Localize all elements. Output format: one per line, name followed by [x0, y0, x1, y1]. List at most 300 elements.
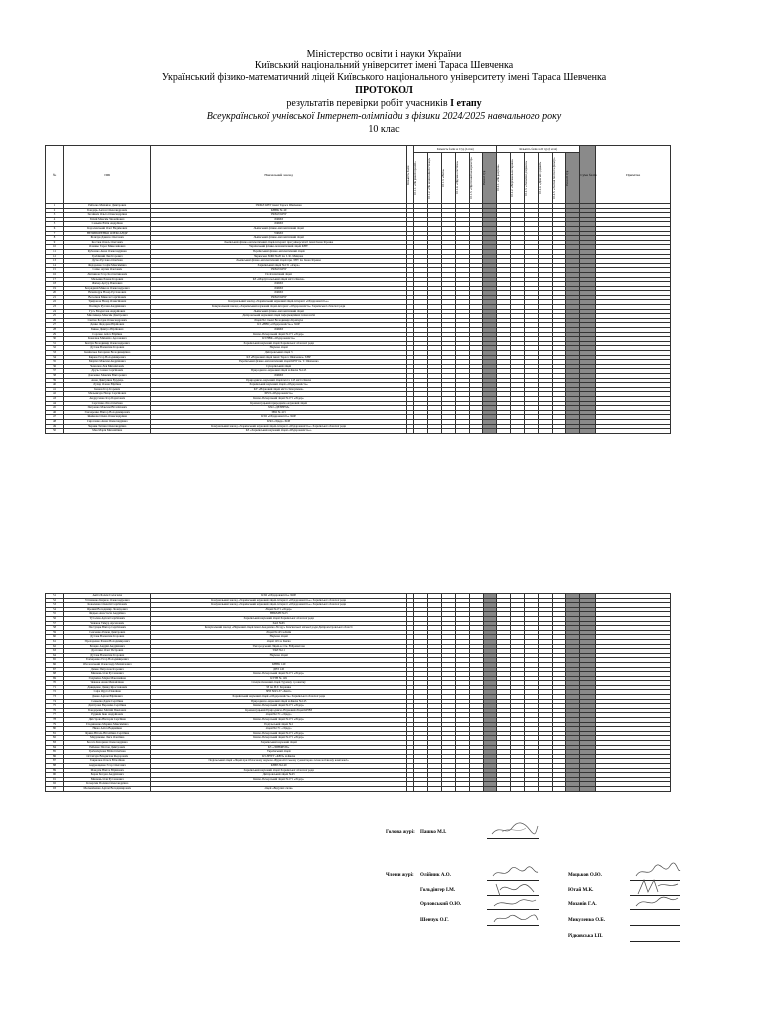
chair-label: Голова журі:	[386, 830, 415, 835]
member-7-signature-line	[630, 909, 680, 910]
score-cell	[566, 429, 580, 434]
row-num: 82	[46, 736, 64, 741]
student-name: Сиротенко Анна Олександрівна	[64, 419, 151, 424]
student-name: Дутчак Валентин Ігорович	[64, 346, 151, 351]
row-num: 61	[46, 639, 64, 644]
row-num: 22	[46, 300, 64, 305]
col-header-round2-sum	[566, 153, 580, 204]
row-num: 63	[46, 649, 64, 654]
student-name: Загайнич Ольга Олександрівна	[64, 213, 151, 218]
row-num: 84	[46, 745, 64, 750]
school-name: Спеціалізований ліцей Туризму і розвитку	[151, 681, 407, 686]
student-name: Олешко Тарас Миколайович	[64, 245, 151, 250]
student-name: Остапчук Владислав Федорович	[64, 754, 151, 759]
school-name: Український ліцей	[151, 750, 407, 755]
student-name: Дутчак Валентин Ігорович	[64, 635, 151, 640]
col-header-task-1-5	[469, 153, 483, 204]
student-name: Петренко Максим Віталійович	[64, 406, 151, 411]
school-name: КЗ НВК «Обдарованість»	[151, 337, 406, 342]
score-cell	[538, 786, 552, 791]
school-name: КЗ «ЛИНФЕЛЬ»	[151, 745, 407, 750]
score-cell	[497, 429, 511, 434]
member-1-name: Олійник А.О.	[420, 873, 451, 878]
school-name: Комунальний заклад «Харківський науковий ліцей-інтернат «Обдарованість»»	[151, 300, 406, 305]
student-name: Кирюк Єгор Володимирович	[64, 355, 151, 360]
row-num: 44	[46, 401, 64, 406]
row-num: 87	[46, 759, 64, 764]
row-num: 50	[46, 429, 64, 434]
school-name: Харківський науковий ліцей Харківської обласної ради	[151, 768, 407, 773]
school-name: Києво-Печерський ліцей №171 «Лідер»	[151, 672, 407, 677]
student-name: Мельниченко Артем Володимирович	[64, 786, 151, 791]
school-name: КНВК 149	[151, 662, 407, 667]
row-num: 39	[46, 378, 64, 383]
row-num: 80	[46, 727, 64, 732]
score-cell	[483, 429, 497, 434]
col-header-task-1-2-text: 10.1.2. «На незвичайній стежці»	[427, 157, 432, 199]
row-num: 37	[46, 369, 64, 374]
score-cell	[441, 429, 455, 434]
school-name: Києво-Печерський ліцей №171 «Лідер»	[151, 731, 407, 736]
score-cell	[483, 786, 497, 791]
row-num: 9	[46, 240, 64, 245]
score-cell	[552, 786, 566, 791]
student-name: Андрусенко Ігор Борисович	[64, 396, 151, 401]
member-8-name: Микуленко О.Б.	[568, 918, 605, 923]
row-num: 14	[46, 263, 64, 268]
student-name: Гончаренко Віктор Володимирович	[64, 410, 151, 415]
col-header-task-1-2	[428, 153, 442, 204]
row-num: 2	[46, 208, 64, 213]
table-row	[46, 429, 671, 434]
student-name: Іванівська Катерина Володимирівна	[64, 351, 151, 356]
student-name: Жихар Артур Павлович	[64, 282, 151, 287]
member-5-signature-line	[630, 880, 680, 881]
col-header-task-1-4-text: 10.1.4. «Пружна система»	[454, 161, 459, 195]
student-name: Білячук Данило Олегович	[64, 236, 151, 241]
student-name: Мельничук Назар Сергійович	[64, 392, 151, 397]
school-name: ДНЗ 145	[151, 667, 407, 672]
row-num: 53	[46, 603, 64, 608]
row-num: 74	[46, 699, 64, 704]
student-name: Кубаєнко Анна Олександрівна	[64, 249, 151, 254]
row-num: 23	[46, 305, 64, 310]
school-name: Дніпровський ліцей №45	[151, 773, 407, 778]
row-num: 90	[46, 773, 64, 778]
student-name: Черняк Тетяна Олександрівна	[64, 424, 151, 429]
school-name: ЛФМЛ	[151, 291, 406, 296]
student-name: Гусь Владислав Андрійович	[64, 309, 151, 314]
school-name: Природничо-науковий ліцей міста 145 міста Києва	[151, 378, 406, 383]
student-name: Дністрова Вероніка Сергіївна	[64, 704, 151, 709]
chair-name: Пашко М.І.	[420, 830, 447, 835]
school-name: Києво-Печерський ліцей №171 «Лідер»	[151, 718, 407, 723]
student-name: Ковтун Володимир Олександрович	[64, 341, 151, 346]
student-name: Бондаренко Матвій Павлович	[64, 708, 151, 713]
school-name: ЛФМЛ	[151, 217, 406, 222]
school-name: КУ «Науковий ліцей міста Запоріжжя»	[151, 387, 406, 392]
university-title: Київський національний університет імені Тараса Шевченка	[254, 60, 514, 71]
school-name: Харківський науковий ліцей Харківської обласної ради	[151, 341, 406, 346]
score-cell	[538, 429, 552, 434]
school-name: Український фізико-математичний ліцей КНУ	[151, 245, 406, 250]
score-cell	[511, 786, 525, 791]
school-name: Український фізико-математичний ліцей КНУ ім. Т. Шевченка	[151, 360, 406, 365]
school-name: Львівський фізико-математичний ліцей	[151, 309, 406, 314]
row-num: 3	[46, 213, 64, 218]
score-cell	[524, 429, 538, 434]
student-name: Рудиків Іван Андрійович	[64, 713, 151, 718]
school-name: ЛФМЛ	[151, 373, 406, 378]
student-name: Снитко Богдан Олександрович	[64, 318, 151, 323]
col-header-task-1-3	[441, 153, 455, 204]
col-header-round1-sum	[483, 153, 497, 204]
score-cell	[580, 786, 596, 791]
row-num: 51	[46, 594, 64, 599]
row-num: 18	[46, 282, 64, 287]
school-name: ХЗО «ДЕЗНЕМ»	[151, 406, 406, 411]
student-name: Дутчак Валентин Ігорович	[64, 653, 151, 658]
student-name: Мертих Максим Андрійович	[64, 360, 151, 365]
col-header-school: Навчальний заклад	[151, 146, 406, 204]
school-name: ліцей №171 «Лідер»	[151, 727, 407, 732]
student-name: Бондарь Антон Олександрович	[64, 208, 151, 213]
student-name: Сафа Ярута Павлівна	[64, 690, 151, 695]
school-name: КНВК № 49	[151, 208, 406, 213]
row-num: 40	[46, 383, 64, 388]
school-name: Кременчуцький природничо-науковий ліцей	[151, 401, 406, 406]
student-name: Веселков Микола Сергійович	[64, 295, 151, 300]
school-name: Києво-Печерський ліцей №171 «Лідер»	[151, 736, 407, 741]
row-num: 62	[46, 644, 64, 649]
score-cell	[406, 786, 413, 791]
student-name: Биньк Дмитро Юрійович	[64, 328, 151, 333]
row-num: 17	[46, 277, 64, 282]
student-name: Демко Федорин Юрійович	[64, 323, 151, 328]
col-header-round2-sum-text: Разом ІІ тур	[565, 170, 570, 186]
school-name: Черкаська ЗОШ №20 ім. І. Ф. Мицюка	[151, 254, 406, 259]
row-num: 71	[46, 685, 64, 690]
row-num: 79	[46, 722, 64, 727]
school-name: Комунальний заклад «Харківський науковий ліцей-інтернат «Обдарованість»» Харківської обласної ради	[151, 424, 406, 429]
chair-signature-line	[487, 838, 539, 839]
member-4-signature	[490, 910, 540, 926]
student-name: Друзь Семен Сергійович	[64, 369, 151, 374]
row-num: 59	[46, 630, 64, 635]
school-name: ліцей «Ведучих сили»	[151, 786, 407, 791]
col-header-total-text: Кількість балів	[405, 164, 410, 185]
row-num: 16	[46, 272, 64, 277]
student-name: Демко Петрохов Ігорович	[64, 667, 151, 672]
col-header-task-1-5-text: 10.1.5. «Проточний калориметр»	[468, 157, 473, 199]
score-cell	[552, 429, 566, 434]
student-name: Мак Марія Михайлівна	[64, 429, 151, 434]
student-name: Дністрова Вікторія Сергіївна	[64, 718, 151, 723]
school-name: Києво-Печерський ліцей №171 «Лідер»	[151, 777, 407, 782]
school-name: Подільський ліцей №1	[151, 722, 407, 727]
row-num: 28	[46, 328, 64, 333]
row-num: 77	[46, 713, 64, 718]
col-header-grand-sum: Сума балів	[580, 146, 596, 204]
member-9-name: Рідковська І.П.	[568, 934, 603, 939]
row-num: 12	[46, 254, 64, 259]
student-name: Мишень Ілля Русланович	[64, 777, 151, 782]
member-5-signature	[632, 862, 682, 880]
row-num: 76	[46, 708, 64, 713]
score-cell	[428, 429, 442, 434]
student-name: Чеваюк Тимур Арсенович	[64, 621, 151, 626]
score-cell	[469, 429, 483, 434]
row-num: 25	[46, 314, 64, 319]
olympiad-title: Всеукраїнської учнівської Інтернет-олімпіади з фізики 2024/2025 навчального року	[206, 111, 562, 122]
school-name: Український фізико-математичний ліцей	[151, 249, 406, 254]
school-name: Львівський фізико-математичний ліцей при ЛНУ ім. Івана Франка	[151, 259, 406, 264]
school-name: КЗ «Харківський науковий ліцей «Обдарованість»»	[151, 429, 406, 434]
row-num: 32	[46, 346, 64, 351]
results-table-page-2	[45, 593, 671, 792]
score-cell	[497, 786, 511, 791]
member-2-signature	[490, 880, 540, 898]
col-header-task-1-1-text: 10.1.1. «На рівній прямій»	[413, 161, 418, 195]
row-num: 4	[46, 217, 64, 222]
row-num: 26	[46, 318, 64, 323]
lyceum-title: Український фізико-математичний ліцей Київського національного університету імені Тараса Шевченка	[161, 72, 607, 83]
school-name: Дніпровський ліцей 3	[151, 351, 406, 356]
row-num: 11	[46, 249, 64, 254]
school-name: Харківський науковий ліцей «Обдарованість» Харківської обласної ради	[151, 695, 407, 700]
members-label: Члени журі:	[386, 873, 414, 878]
student-name: Марушенко Лиса Олегівна	[64, 736, 151, 741]
school-name: ліцей 145 м. Києва	[151, 639, 407, 644]
score-cell	[525, 786, 539, 791]
school-name: Львівський фізико-математичний ліцей	[151, 226, 406, 231]
row-num: 75	[46, 704, 64, 709]
school-name: КЗ «Маріупольський ліцей міста Києва»	[151, 277, 406, 282]
member-4-name: Шевчук О.Г.	[420, 918, 449, 923]
row-num: 88	[46, 763, 64, 768]
student-name: Трифонов Назар Олексійович	[64, 300, 151, 305]
row-num: 45	[46, 406, 64, 411]
col-header-task-2-1	[497, 153, 511, 204]
student-name: Нечипорук Назар Русланович	[64, 291, 151, 296]
col-header-notes: Примітка	[596, 146, 671, 204]
school-name: Харківський ліцей №131 «Іскра»	[151, 263, 406, 268]
school-name: Ліцей №171 «Лідер»	[151, 607, 407, 612]
col-header-task-2-5	[552, 153, 566, 204]
student-name: Дончевко Максим Вікторович	[64, 373, 151, 378]
col-header-task-2-3	[524, 153, 538, 204]
row-num: 5	[46, 222, 64, 227]
col-header-name: ПІБ	[64, 146, 151, 204]
score-cell	[414, 786, 428, 791]
score-cell	[428, 786, 442, 791]
student-name: Гончаренко Єгор Володимирович	[64, 658, 151, 663]
school-name: УФМЛ КНУ	[151, 295, 406, 300]
col-header-task-2-4-text: 10.2.4. «Довгий і рідкий»	[537, 161, 542, 195]
school-name: КЗ «Науковий ліцей імені Тараса Шевченка» ХНР	[151, 355, 406, 360]
school-name: Києво-Печерський ліцей №171 «Лідер»	[151, 396, 406, 401]
school-name: УФМЛ	[151, 231, 406, 236]
row-num: 54	[46, 607, 64, 612]
col-header-part2: Кількість балів за ІІ тур (І етап)	[497, 146, 580, 153]
student-name: Федоренко Софія Максимівна	[64, 263, 151, 268]
row-num: 10	[46, 245, 64, 250]
row-num: 27	[46, 323, 64, 328]
school-name: Політехнічний ліцей	[151, 272, 406, 277]
school-name: КЗО «Обдарованість» ХОР	[151, 594, 407, 599]
student-name: Андрющенко Єгор Олегович	[64, 763, 151, 768]
row-num: 46	[46, 410, 64, 415]
member-6-signature	[632, 876, 682, 896]
school-name: ліцей №171 «Лідер»	[151, 713, 407, 718]
student-name: Безрядний Микола Олександрович	[64, 286, 151, 291]
school-name: КЗ «НВЦ «Обдарованість»» ХОР	[151, 323, 406, 328]
row-num: 86	[46, 754, 64, 759]
student-name: Гребінний Лев Ігорович	[64, 254, 151, 259]
row-num: 69	[46, 676, 64, 681]
row-num: 31	[46, 341, 64, 346]
row-num: 43	[46, 396, 64, 401]
school-name: КУЗН № 149	[151, 676, 407, 681]
row-num: 81	[46, 731, 64, 736]
school-name: Наукова ліцей	[151, 635, 407, 640]
student-name: Нижа Аліса Вадимівна	[64, 727, 151, 732]
student-name: Сеньків Юлія Андріївна	[64, 222, 151, 227]
member-7-signature	[632, 894, 682, 910]
school-name: Природничо-науковий ліцей м.Києва №145	[151, 369, 406, 374]
school-name: НВКМН №23	[151, 612, 407, 617]
ministry-title: Міністерство освіти і науки України	[306, 49, 462, 60]
row-num: 42	[46, 392, 64, 397]
row-num: 91	[46, 777, 64, 782]
row-num: 72	[46, 690, 64, 695]
score-cell	[414, 429, 428, 434]
student-name: Дротенко Олег Петрович	[64, 649, 151, 654]
school-name: ЗАЛ №65	[151, 621, 407, 626]
school-name: Харківський науковий ліцей	[151, 741, 407, 746]
school-name: Львівський фізико-математичний ліцей	[151, 236, 406, 241]
student-name: Оболонський Олександр Михайлович	[64, 662, 151, 667]
student-name: Литвинов Єгор Костянтинович	[64, 272, 151, 277]
student-name: Сорочко Аліса Юріївна	[64, 332, 151, 337]
col-header-task-2-5-text: 10.2.5. «Залізні болти та фільтр»	[551, 157, 556, 199]
student-name: Сенченко Роман Дмитрович	[64, 630, 151, 635]
row-num: 73	[46, 695, 64, 700]
school-name: ЗВО № 415	[151, 410, 406, 415]
student-name: Федько Анастасія Андріївна	[64, 612, 151, 617]
row-num: 57	[46, 621, 64, 626]
row-num: 92	[46, 782, 64, 787]
school-name: КЗ ЛНТУ «КЕП» м.Києва	[151, 754, 407, 759]
student-name: Сапко Артем Олегович	[64, 268, 151, 273]
school-name: Києво-Печерський ліцей №171 «Лідер»	[151, 332, 406, 337]
row-num: 35	[46, 360, 64, 365]
score-cell	[511, 429, 525, 434]
school-name: Комунальний заклад «Харківський науковий ліцей-інтернат «Обдарованість»» Харківської обласної ради	[151, 598, 407, 603]
student-name: Мельник Роман Ігорович	[64, 277, 151, 282]
school-name: Комунальний заклад «Науковий ліцей імені Академіка Лігару» Кам'янської міської ради Дніпропетровської області	[151, 626, 407, 631]
row-num: 13	[46, 259, 64, 264]
row-num: 68	[46, 672, 64, 677]
school-name: Наукова ліцей	[151, 346, 406, 351]
student-name: Поліщук Руслан Андрійович	[64, 305, 151, 310]
row-num: 6	[46, 226, 64, 231]
row-num: 47	[46, 415, 64, 420]
student-name: НЕЧИПОРЕНКО ОЛЕКСАНДР	[64, 231, 151, 236]
col-header-part1: Кількість балів за І тур (І етап)	[414, 146, 497, 153]
stage: І етапу	[450, 98, 482, 109]
student-name: Чевалюк Лев Михайлович	[64, 364, 151, 369]
school-name: КЗО «Обдарованість» ХОР	[151, 415, 406, 420]
school-name: Комунальний заклад «Харківський науковий ліцей-інтернат «Обдарованість» Харківської обласної ради	[151, 305, 406, 310]
school-name: Наукова ліцей	[151, 653, 407, 658]
row-num: 52	[46, 598, 64, 603]
col-header-num: №	[46, 146, 64, 204]
student-name: Гладишенко Марина Максимівна	[64, 722, 151, 727]
student-name: Гахункіна Марія Максимівна	[64, 676, 151, 681]
student-name: Гребенчукова Юлія Олегівна	[64, 750, 151, 755]
row-num: 70	[46, 681, 64, 686]
col-header-task-2-2-text: 10.2.2. «Вертикальна скриня»	[510, 159, 515, 197]
score-cell	[580, 429, 596, 434]
school-name: ЛФМЛ	[151, 222, 406, 227]
school-name: Харківський науковий ліцей Харківської обласної ради	[151, 616, 407, 621]
row-num: 66	[46, 662, 64, 667]
student-name: Білий Максим Зіновійович	[64, 217, 151, 222]
col-header-task-2-3-text: 10.2.3. «Запилені дзеркала»	[523, 160, 528, 196]
school-name: УФМЛ КНУ імені Тараса Шевченка	[151, 204, 406, 209]
member-5-name: Моцьков О.Ю.	[568, 873, 602, 878]
school-name: Львівський фізико-математичний ліцей-інтернат при університеті імені Івана Франка	[151, 240, 406, 245]
row-num: 8	[46, 236, 64, 241]
row-num: 20	[46, 291, 64, 296]
member-2-name: Гольдінгер І.М.	[420, 888, 456, 893]
student-name: Анна Дмитрівна Бурдець	[64, 378, 151, 383]
student-name: Сергієнко Ліза Олегівна	[64, 401, 151, 406]
row-num: 34	[46, 355, 64, 360]
score-cell	[469, 786, 483, 791]
row-num: 93	[46, 786, 64, 791]
row-num: 67	[46, 667, 64, 672]
row-num: 7	[46, 231, 64, 236]
row-num: 60	[46, 635, 64, 640]
student-name: Мишень Ілля Русланович	[64, 672, 151, 677]
student-name: Рибалко Михайло Дмитрович	[64, 204, 151, 209]
row-num: 24	[46, 309, 64, 314]
school-name: УФМЛ КНУ	[151, 213, 406, 218]
row-num: 30	[46, 337, 64, 342]
school-name: ЗЗ ім. В.Т. Коржика	[151, 685, 407, 690]
school-name: ЛФМЛ	[151, 286, 406, 291]
member-1-signature	[490, 864, 540, 880]
student-name: Кочергин Полина Олександрівна	[64, 782, 151, 787]
member-9-signature-line	[630, 941, 680, 942]
score-cell	[566, 786, 580, 791]
document-type: ПРОТОКОЛ	[355, 85, 413, 96]
school-name: ЛФМЛ	[151, 282, 406, 287]
school-name: Харківський науковий ліцей «Обдарованість»	[151, 383, 406, 388]
score-cell	[442, 786, 456, 791]
student-name: Королевський Олег Вадимович	[64, 226, 151, 231]
row-num: 64	[46, 653, 64, 658]
col-header-task-1-1	[414, 153, 428, 204]
school-name: Комунальний заклад «Харківський науковий ліцей-інтернат «Обдарованість»» Харківської обласної ради	[151, 603, 407, 608]
score-cell	[596, 786, 671, 791]
student-name: Ярина Віталь Віталіївна Сергіївна	[64, 731, 151, 736]
student-name: Пастущак Віктор Сергійович	[64, 626, 151, 631]
row-num: 36	[46, 364, 64, 369]
student-name: Устименко Кирило Олександрович	[64, 598, 151, 603]
